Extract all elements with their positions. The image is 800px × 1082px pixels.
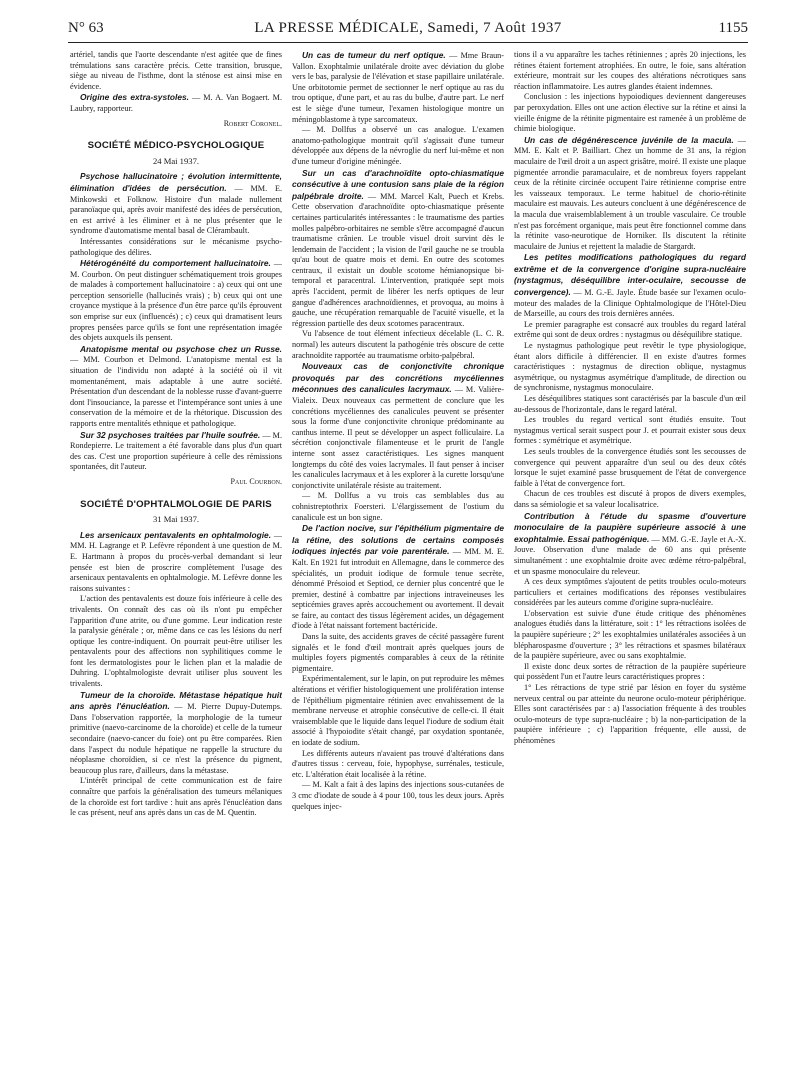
paragraph: tions il a vu apparaître les taches rétiniennes ; après 20 injections, les rétines étaient fortement atrophiées. En outre, le foie, sans altération extérieure, montrait sur les coupes des altérations nécrotiques sans réaction inflammatoire. Les autres glandes étaient indemnes. bbox=[514, 50, 746, 91]
article-text: — MM. Marcel Kalt, Puech et Krebs. Cette observation d'arachnoïdite opto-chiasmatique présente certaines particularités intéressantes : le traumatisme des parties molles palpébro-orbitaires ne semble s'être accompagné d'aucun traumatisme crânien. Le trouble visuel droit survint dès le lendemain de l'accident ; la vision de l'œil gauche ne se troubla qu'au bout de quatre mois et demi. En outre des scotomes centraux, il existait un double scotome hémianopsique bi-temporal et paracentral. L'intervention, pratiquée sept mois après l'accident, permit de libérer les nerfs optiques de leur gangue d'adhérences arachnoïdiennes, et provoqua, au moins à gauche, une récupération remarquable de l'acuité visuelle, et la régression partielle des deux scotomes paracentraux. bbox=[292, 191, 504, 328]
article-spasme-ouverture bbox=[514, 511, 746, 578]
page-header bbox=[68, 20, 748, 44]
article-arsenicaux bbox=[70, 530, 282, 595]
paragraph: Les différents auteurs n'avaient pas trouvé d'altérations dans d'autres tissus : cerveau, foie, hypophyse, surrénales, testicule, etc. L'altération était localisée à la rétine. bbox=[292, 748, 504, 779]
paragraph: Dans la suite, des accidents graves de cécité passagère furent signalés et le fond d'œil montrait après quelques jours de multiples foyers pigmentés comparables à ceux de la rétinite pigmentaire. bbox=[292, 632, 504, 673]
paragraph: Expérimentalement, sur le lapin, on put reproduire les mêmes altérations et vérifier histologiquement une prolifération intense de l'épithélium pigmentaire rétinien avec envahissement de la membrane nerveuse et atrophie consécutive de celle-ci. Il était vraisemblable que le liquide dans lequel l'iodure de sodium était associé à l'hypoiodite s'était changé, par oxydation spontanée, en iodate de sodium. bbox=[292, 674, 504, 747]
publication-title: LA PRESSE MÉDICALE, Samedi, 7 Août 1937 bbox=[254, 20, 562, 36]
paragraph: — M. Dollfus a observé un cas analogue. L'examen anatomo-pathologique montrait qu'il s'agissait d'une tumeur développée aux dépens de la névroglie du nerf lui-même et non d'une tumeur d'origine méningée. bbox=[292, 125, 504, 166]
article-title: Sur 32 psychoses traitées par l'huile soufrée. bbox=[80, 429, 261, 440]
paragraph: Conclusion : les injections hypoiodiques deviennent dangereuses par peroxydation. Elles ont une action élective sur la rétine et ainsi la vieille énigme de la rétinite pigmentaire est ramenée à un problème de chimie biologique. bbox=[514, 92, 746, 134]
paragraph: — M. Dollfus a vu trois cas semblables dus au cohnistreptothrix Foersteri. L'élargissement de l'ostium du canalicule est un bon signe. bbox=[292, 491, 504, 522]
paragraph: A ces deux symptômes s'ajoutent de petits troubles oculo-moteurs particuliers et certaines modifications des réponses vestibulaires considérées par les auteurs comme d'origine supra-nucléaire. bbox=[514, 577, 746, 608]
article-title: Les petites modifications pathologiques du regard extrême et de la convergence d'origine supra-nucléaire (nystagmus, déséquilibre inter-oculaire, secousse de convergence). bbox=[514, 252, 746, 298]
paragraph: 1° Les rétractions de type strié par lésion en foyer du système nerveux central ou par atteinte du neurone oculo-moteur périphérique. Elles sont caractérisées par : a) l'association fréquente à des troubles oculo-moteurs de type supra-nucléaire ; b) la non-participation de la paupière inférieure ; c) l'apparition fréquente, elle aussi, de phénomènes bbox=[514, 683, 746, 745]
paragraph: artériel, tandis que l'aorte descendante n'est agitée que de fines trémulations sans caractère précis. Cette transition, brusque, siège au niveau de l'isthme, dont la sténose est ainsi mise en évidence. bbox=[70, 50, 282, 91]
article-conjonctivite bbox=[292, 361, 504, 491]
page-number: 1155 bbox=[718, 20, 748, 36]
signature: Robert Coronel. bbox=[223, 118, 282, 128]
article-psychose-hallucinatoire bbox=[70, 171, 282, 237]
section-title: SOCIÉTÉ MÉDICO-PSYCHOLOGIQUE bbox=[87, 140, 265, 152]
article-action-nocive bbox=[292, 523, 504, 632]
article-text: — MM. H. Lagrange et P. Lefèvre répondent à une question de M. E. Hartmann à propos du procès-verbal demandant si leur pensée est bien de proscrire complètement l'usage des arsenicaux pentavalents en ophtalmologie. M. Lefèvre donne les raisons suivantes : bbox=[70, 530, 282, 593]
article-text: — M. A. Van Bogaert. M. Laubry, rapporteur. bbox=[70, 93, 282, 113]
article-heterogeneite bbox=[70, 258, 282, 344]
article-text: — MM. G.-E. Jayle et A.-X. Jouve. Observation d'une malade de 60 ans qui présente simultanément : une exophtalmie droite avec œdème rétro-palpébral, et un spasme monoculaire du releveur. bbox=[514, 534, 746, 576]
article-title: Sur un cas d'arachnoïdite opto-chiasmatique consécutive à une contusion sans plaie de la région palpébrale droite. bbox=[292, 167, 504, 201]
paragraph: Les seuls troubles de la convergence étudiés sont les secousses de convergence qui peuvent apparaître d'un seul ou des deux côtés lorsque le sujet examiné passe brusquement de l'état de convergence faible à l'état de convergence fort. bbox=[514, 446, 746, 488]
article-tumeur-nerf-optique bbox=[292, 50, 504, 125]
article-petites-modifications bbox=[514, 252, 746, 320]
article-title: Contribution à l'étude du spasme d'ouverture monoculaire de la paupière supérieure associé à une exophtalmie. Essai pathogénique. bbox=[514, 510, 746, 544]
paragraph: Les troubles du regard vertical sont étudiés ensuite. Tout nystagmus vertical serait suspect pour J. et pourrait exister sous deux formes : symétrique et asymétrique. bbox=[514, 415, 746, 446]
article-title: Anatopisme mental ou psychose chez un Russe. bbox=[80, 343, 282, 354]
paragraph: L'intérêt principal de cette communication est de faire connaître que parfois la généralisation des tumeurs mélaniques de la choroïde est fort tardive : huit ans après l'énucléation dans le cas présent, neuf ans après dans un cas de M. Quentin. bbox=[70, 776, 282, 818]
article-title: Hétérogénéité du comportement hallucinatoire. bbox=[80, 258, 271, 269]
article-arachnoidite bbox=[292, 168, 504, 330]
column-2 bbox=[292, 50, 504, 1070]
signature: Paul Courbon. bbox=[230, 476, 282, 486]
article-text: — MM. M. E. Kalt. En 1921 fut introduit en Allemagne, dans le commerce des spécialités, un produit iodique de formule tenue secrète, dénommé Présoiod et Septiod, ce dernier plus concentré que le premier, destiné à combattre par injections intraveineuses les septicémies graves après accouchement ou avortement. Il devait se faire, au contact des tissus légèrement acides, un dégagement d'iode à l'état naissant fortement bactéricide. bbox=[292, 547, 504, 631]
paragraph: Le nystagmus pathologique peut revêtir le type physiologique, étant alors difficile à différencier. Il en existe d'autres formes caractéristiques : nystagmus de direction oblique, nystagmus asymétrique, ou nystagmus asymétrique d'amplitude, de direction ou de synchronisme, nystagmus monoculaire. bbox=[514, 341, 746, 393]
section-title: SOCIÉTÉ D'OPHTALMOLOGIE DE PARIS bbox=[80, 498, 272, 510]
paragraph: L'observation est suivie d'une étude critique des phénomènes analogues étudiés dans la littérature, soit : 1° les rétractions isolées de la paupière supérieure ; 2° les exophtalmies unilatérales associées à un blépharospasme d'ouverture ; 3° les rétractions et spasmes bilatéraux de la paupière supérieure, avec ou sans exophtalmie. bbox=[514, 608, 746, 661]
paragraph: Il existe donc deux sortes de rétraction de la paupière supérieure qui possèdent l'un et l'autre leurs caractéristiques propres : bbox=[514, 661, 746, 682]
article-text: — MM. E. Kalt et P. Bailliart. Chez un homme de 31 ans, la région maculaire de l'œil droit a un aspect grisâtre, moiré. Il existe une plaque pigmentée arrondie paramaculaire, et de nombreux foyers rappelant ceux de la rétinite circinée occupent l'aire rétinienne comprise entre les vaisseaux temporaux. Le terme habituel de chorio-rétinite maculaire est mauvais. Les auteurs concluent à une dégénérescence de la macula due vraisemblablement à un trouble vasculaire. Ce trouble n'est pas forcément organique, mais peut être fonctionnel comme dans la rétinite vaso-neurotique de Horniker. Ils discutent la rétinite maculaire de Junius et rejettent la maladie de Stargardt. bbox=[514, 135, 746, 251]
article-text: — MM. E. Minkowski et Folknow. Histoire d'un malade nullement paranoïaque qui, après avoir manifesté des idées de persécution, en est arrivé à les éliminer et à ne plus présenter que le syndrome d'automatisme mental basal de Clérambault. bbox=[70, 183, 282, 236]
article-text: — M. Valière-Vialeix. Deux nouveaux cas permettent de conclure que les concrétions mycéliennes des canalicules peuvent se présenter sous la forme d'une conjonctivite chronique prédominante au canthus interne. Il peut se développer un aspect folliculaire. La sécrétion conjonctivale filamenteuse et le prurit de l'angle interne sont assez caractéristiques. Les signes manquent longtemps du côté des voies lacrymales. Il faut penser à inciser les canalicules lacrymaux et à les explorer à la curette lorsqu'une conjonctivite unilatérale résiste au traitement. bbox=[292, 385, 504, 490]
article-title: Un cas de tumeur du nerf optique. bbox=[302, 50, 446, 60]
paragraph: Intéressantes considérations sur le mécanisme psycho-pathologique des délires. bbox=[70, 236, 282, 257]
article-title: Psychose hallucinatoire ; évolution intermittente, élimination d'idées de persécution. bbox=[70, 171, 282, 193]
article-anatopisme bbox=[70, 344, 282, 430]
paragraph: — M. Kalt a fait à des lapins des injections sous-cutanées de 3 cmc d'iodate de soude à 4 pour 100, tous les deux jours. Après quelques injec- bbox=[292, 780, 504, 811]
article-origin-extrasystoles bbox=[70, 92, 282, 114]
column-3 bbox=[514, 50, 746, 1070]
column-1 bbox=[70, 50, 282, 1070]
article-title: Les arsenicaux pentavalents en ophtalmologie. bbox=[80, 529, 272, 540]
header-rule bbox=[68, 42, 748, 43]
paragraph: Le premier paragraphe est consacré aux troubles du regard latéral extrême qui sont de deux ordres : nystagmus ou déséquilibre statique. bbox=[514, 319, 746, 340]
article-text: — M. G.-E. Jayle. Étude basée sur l'examen oculo-moteur des malades de la Clinique Ophtalmologique de l'Hôtel-Dieu de Marseille, au cours des trois dernières années. bbox=[514, 288, 746, 319]
article-title: Un cas de dégénérescence juvénile de la macula. bbox=[524, 134, 734, 145]
article-title: De l'action nocive, sur l'épithélium pigmentaire de la rétine, des solutions de certains composés iodiques injectés par voie parentérale. bbox=[292, 523, 504, 557]
article-title: Origine des extra-systoles. bbox=[80, 92, 189, 103]
paragraph: L'action des pentavalents est douze fois inférieure à celle des trivalents. On connaît des cas où ils n'ont pu empêcher l'apparition d'une atrite, ou d'une gomme. Leur indication reste la paralysie générale ; or, même dans ce cas les lésions du nerf optique les contre-indiquent. On pourrait peut-être utiliser les pentavalents pour des affections non syphilitiques comme le font les dermatologistes pour le lichen plan et la maladie de Duhring. L'ophtalmologiste devrait utiliser plus souvent les trivalents. bbox=[70, 594, 282, 689]
issue-number: N° 63 bbox=[68, 20, 104, 36]
paragraph: Chacun de ces troubles est discuté à propos de divers exemples, dans sa sémiologie et sa valeur localisatrice. bbox=[514, 489, 746, 509]
section-date: 31 Mai 1937. bbox=[152, 514, 200, 525]
article-text: — M. Courbon. On peut distinguer schématiquement trois groupes de malades à comportement hallucinatoire : a) ceux qui ont une perception sensorielle (hallucinés vrais) ; b) ceux qui ont une croyance mystique à la présence d'un être parce qu'ils éprouvent son emprise sur eux (influencés) ; c) ceux qui dramatisent leurs propres pensées parce qu'ils se font une représentation imagée des objets auxquels ils pensent. bbox=[70, 259, 282, 343]
article-title: Nouveaux cas de conjonctivite chronique provoqués par des concrétions mycéliennes méconnues des canalicules lacrymaux. bbox=[292, 361, 504, 395]
article-title: Tumeur de la choroïde. Métastase hépatique huit ans après l'énucléation. bbox=[70, 689, 282, 712]
paragraph: Vu l'absence de tout élément infectieux décelable (L. C. R. normal) les auteurs discutent la pathogénie très obscure de cette arachnoïdite rapportée au traumatisme orbito-palpébral. bbox=[292, 329, 504, 360]
paragraph: Les déséquilibres statiques sont caractérisés par la bascule d'un œil au-dessous de l'horizontale, dans le regard latéral. bbox=[514, 394, 746, 414]
section-date: 24 Mai 1937. bbox=[152, 155, 200, 166]
article-degenerescence-macula bbox=[514, 135, 746, 253]
article-text: — Mme Braun-Vallon. Exophtalmie unilatérale droite avec déviation du globe vers le bas, paralysie de l'élévation et stase papillaire unilatérale. Une orbitotomie permet de sectionner le nerf optique au ras du trou optique, d'une part, et au ras du bulbe, d'autre part. Le nerf est le siège d'une tumeur, l'examen histologique montre un méningoblastome à type sarcomateux. bbox=[292, 51, 504, 124]
article-text: — M. Pierre Dupuy-Dutemps. Dans l'observation rapportée, la morphologie de la tumeur primitive (naevo-carcinome de la choroïde) et celle de la tumeur secondaire (naevo-cancer du foie) ont pu être comparées. Rien dans l'aspect du nodule hépatique ne rappelle la structure du néoplasme choroïdien, si ce n'est la présence du pigment, beaucoup plus rare, d'ailleurs, dans la métastase. bbox=[70, 702, 282, 775]
article-tumeur-choroide bbox=[70, 690, 282, 777]
article-psychoses-huile-soufree bbox=[70, 430, 282, 473]
article-text: — M. Rondepierre. Le traitement a été favorable dans plus d'un quart des cas. C'est une proportion supérieure à celle des rémissions spontanées, dit l'auteur. bbox=[70, 430, 282, 472]
article-text: — MM. Courbon et Delmond. L'anatopisme mental est la situation de l'individu non adapté à la société où il vit momentanément, mais adaptable à une autre société. Présentation d'un descendant de la noblesse russe d'avant-guerre dont l'insouciance, la paresse et l'intempérance sont unies à une conservation de la mémoire et de la rhétorique. Discussion des rapports entre mentalités ethnique et pathologique. bbox=[70, 355, 282, 428]
